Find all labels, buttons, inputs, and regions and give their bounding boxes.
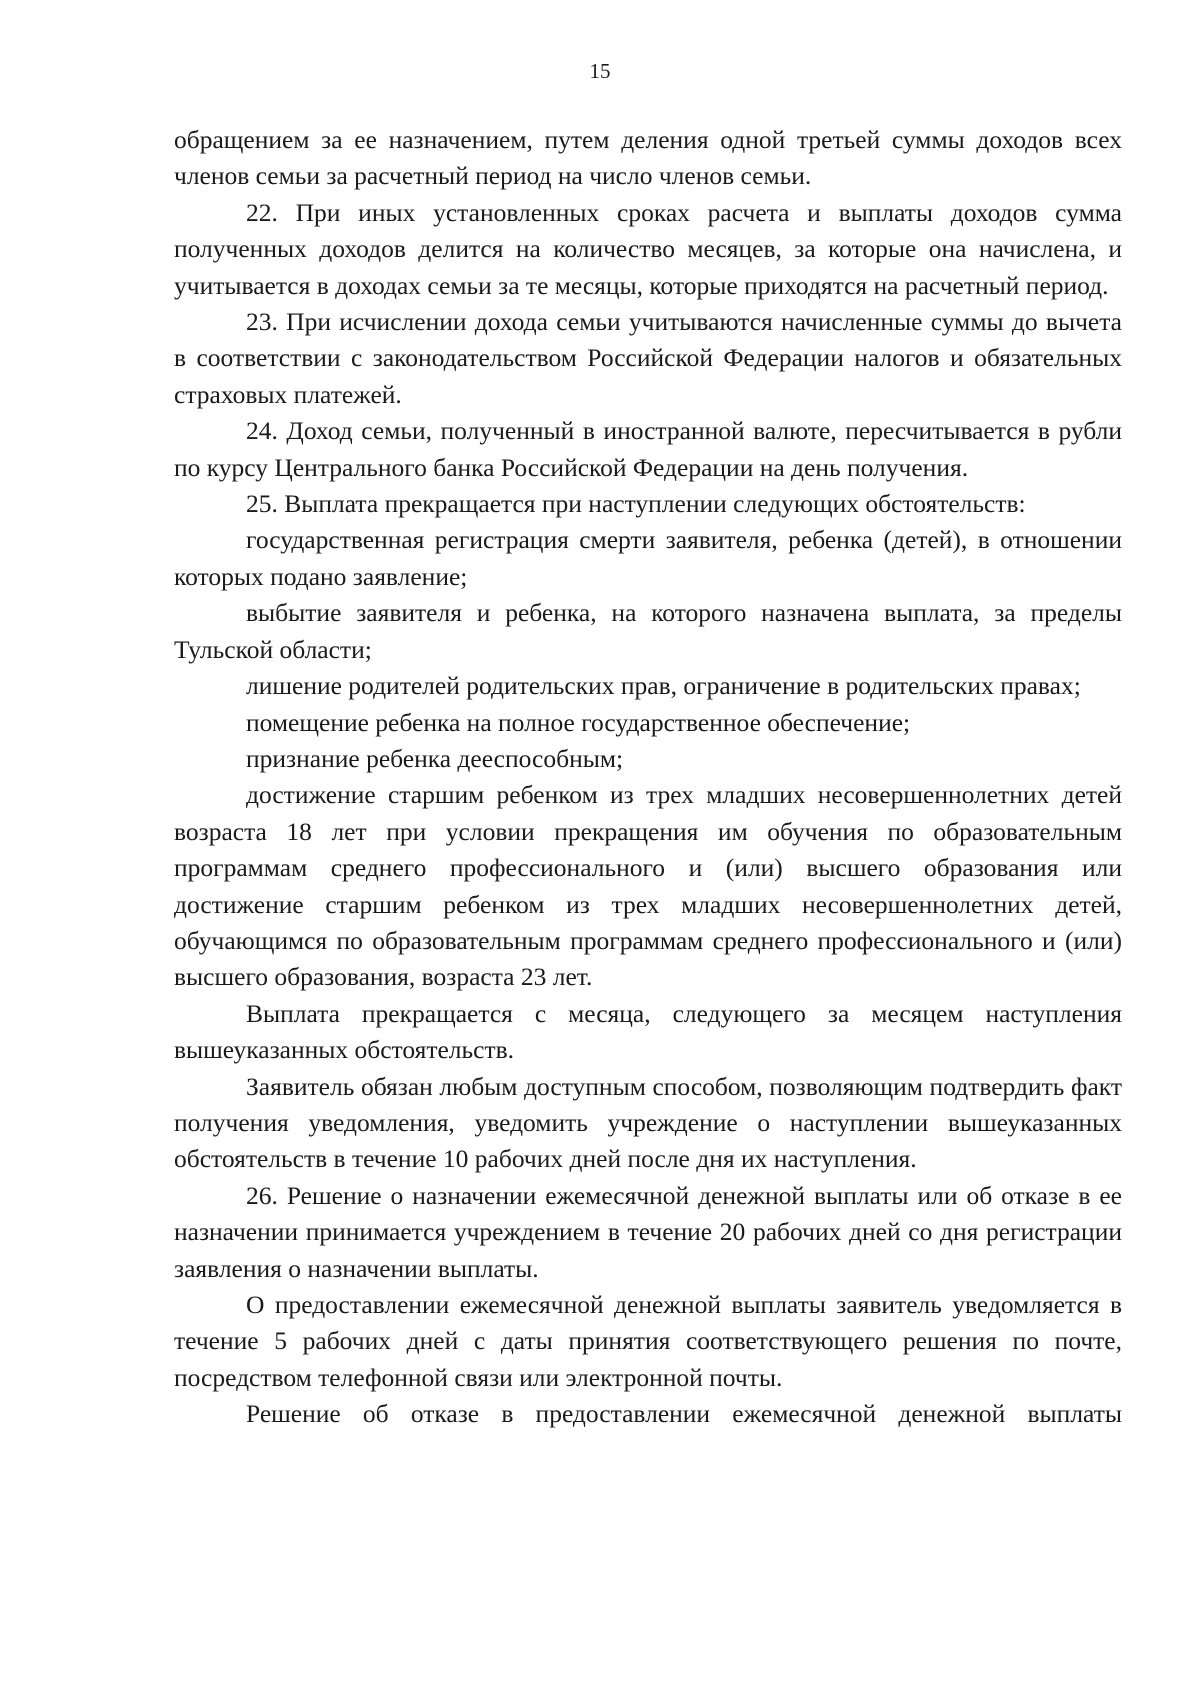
list-item-parental-rights: лишение родителей родительских прав, ограничение в родительских правах; (246, 671, 1081, 701)
paragraph-refusal: Решение об отказе в предоставлении ежемесячной денежной выплаты (246, 1399, 1122, 1429)
document-body (174, 122, 1122, 1433)
page-number: 15 (589, 59, 611, 83)
list-item-age-limit: достижение старшим ребенком из трех младших несовершеннолетних детей возраста 18 лет при условии прекращения им обучения по образовательным программам среднего профессионального и (или) высшего образования или достижение старшим ребенком из трех младших несовершеннолетних детей, обучающимся по образовательным программам среднего профессионального и (или) высшего образования, возраста 23 лет. (174, 780, 1122, 992)
list-item-legal-capacity: признание ребенка дееспособным; (246, 743, 624, 773)
paragraph-25: 25. Выплата прекращается при наступлении следующих обстоятельств: (246, 489, 1026, 519)
paragraph-applicant-duty: Заявитель обязан любым доступным способом, позволяющим подтвердить факт получения уведомления, уведомить учреждение о наступлении вышеуказанных обстоятельств в течение 10 рабочих дней после дня их наступления. (174, 1071, 1122, 1174)
paragraph-24: 24. Доход семьи, полученный в иностранной валюте, пересчитывается в рубли по курсу Центрального банка Российской Федерации на день получения. (174, 416, 1122, 482)
list-item-departure: выбытие заявителя и ребенка, на которого назначена выплата, за пределы Тульской области; (174, 598, 1122, 664)
paragraph-22: 22. При иных установленных сроках расчета и выплаты доходов сумма полученных доходов делится на количество месяцев, за которые она начислена, и учитывается в доходах семьи за те месяцы, которые приходятся на расчетный период. (174, 197, 1122, 300)
list-item-death-registration: государственная регистрация смерти заявителя, ребенка (детей), в отношении которых подано заявление; (174, 525, 1122, 591)
paragraph-termination-month: Выплата прекращается с месяца, следующего за месяцем наступления вышеуказанных обстоятельств. (174, 998, 1122, 1065)
list-item-state-care: помещение ребенка на полное государственное обеспечение; (246, 707, 911, 737)
paragraph-continuation: обращением за ее назначением, путем деления одной третьей суммы доходов всех членов семьи за расчетный период на число членов семьи. (174, 125, 1122, 191)
paragraph-23: 23. При исчислении дохода семьи учитываются начисленные суммы до вычета в соответствии с законодательством Российской Федерации налогов и обязательных страховых платежей. (174, 307, 1122, 409)
paragraph-26: 26. Решение о назначении ежемесячной денежной выплаты или об отказе в ее назначении принимается учреждением в течение 20 рабочих дней со дня регистрации заявления о назначении выплаты. (174, 1180, 1122, 1283)
paragraph-notification: О предоставлении ежемесячной денежной выплаты заявитель уведомляется в течение 5 рабочих дней с даты принятия соответствующего решения по почте, посредством телефонной связи или электронной почты. (174, 1290, 1122, 1392)
